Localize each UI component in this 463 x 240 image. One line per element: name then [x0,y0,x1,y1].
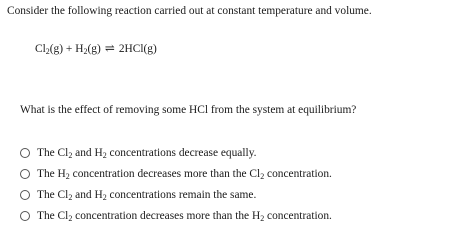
option-label: The $H_2$ concentration decreases more than the $Cl_2$ concentration. [37,168,332,181]
plus-sign: + [65,43,73,55]
question-prompt: What is the effect of removing some HCl from the system at equilibrium? [20,104,357,116]
answer-option-3[interactable] [20,187,256,203]
radio-button[interactable] [20,211,30,221]
option-label: The $Cl_2$ and $H_2$ concentrations remain the same. [37,189,257,202]
answer-option-2[interactable] [20,166,332,182]
question-intro: Consider the following reaction carried out at constant temperature and volume. [7,5,372,17]
reactant-chlorine: $Cl_2(g)$ [35,43,64,56]
radio-button[interactable] [20,169,30,179]
option-label: The $Cl_2$ concentration decreases more than the $H_2$ concentration. [37,210,332,223]
product-hcl: 2HCl(g) [118,43,157,55]
answer-option-1[interactable] [20,145,257,161]
answer-option-4[interactable] [20,208,332,224]
equilibrium-arrow-icon: ⇌ [104,41,115,55]
radio-button[interactable] [20,190,30,200]
option-label: The $Cl_2$ and $H_2$ concentrations decrease equally. [37,147,257,160]
reaction-equation [35,41,157,56]
reactant-hydrogen: $H_2(g)$ [75,43,101,56]
radio-button[interactable] [20,148,30,158]
